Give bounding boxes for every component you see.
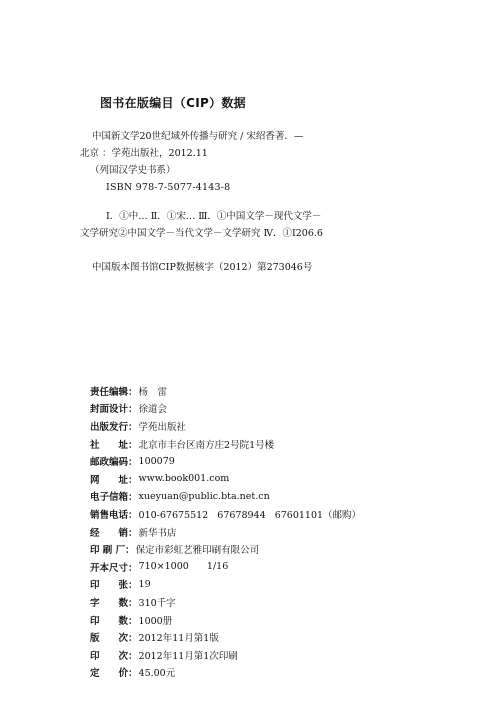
- cip-line-subjects-2: 文学研究②中国文学－当代文学－文学研究 Ⅳ．①I206.6: [80, 228, 323, 239]
- cip-line-isbn: ISBN 978-7-5077-4143-8: [106, 182, 231, 193]
- colophon-row-distribution: 出版发行 ： 学苑出版社: [90, 421, 187, 433]
- cip-line-publisher: 北京 ：学苑出版社，2012.11: [80, 148, 208, 159]
- cip-heading: 图书在版编目（CIP）数据: [100, 96, 246, 110]
- colophon-row-price: 定 价 ： 45.00元: [90, 668, 176, 680]
- colophon-row-word-count: 字 数 ： 310千字: [90, 597, 176, 609]
- cip-line-data-number: 中国版本图书馆CIP数据核字（2012）第273046号: [92, 262, 313, 273]
- colophon-row-edition: 版 次 ： 2012年11月第1版: [90, 633, 219, 645]
- colophon-row-address: 社 址 ： 北京市丰台区南方庄2号院1号楼: [90, 439, 275, 451]
- colophon-row-sheets: 印 张 ： 19: [90, 578, 151, 592]
- cip-line-subjects-1: Ⅰ．①中… Ⅱ．①宋… Ⅲ．①中国文学－现代文学－: [106, 211, 322, 222]
- colophon-row-email: 电子信箱 ： xueyuan@public.bta.net.cn: [90, 490, 270, 504]
- cip-line-title: 中国新文学20世纪域外传播与研究 / 宋绍香著．—: [92, 131, 304, 142]
- colophon-row-postcode: 邮政编码 ： 100079: [90, 455, 175, 469]
- colophon-row-editor: 责任编辑 ： 杨 雷: [90, 386, 168, 398]
- colophon-row-distributor: 经 销 ： 新华书店: [90, 527, 177, 539]
- colophon: [90, 382, 470, 681]
- colophon-row-printer: 印 刷 厂 ： 保定市彩虹艺雅印刷有限公司: [90, 545, 260, 557]
- colophon-row-cover-design: 封面设计 ： 徐道会: [90, 404, 168, 416]
- colophon-row-website: 网 址 ： www.book001.com: [90, 473, 230, 486]
- colophon-row-sales-phone: 销售电话 ： 010-67675512 67678944 67601101（邮购）: [90, 509, 362, 521]
- colophon-row-print-run: 印 数 ： 1000册: [90, 615, 173, 627]
- cip-line-series: （列国汉学史书系）: [90, 165, 176, 176]
- colophon-row-printing: 印 次 ： 2012年11月第1次印刷: [90, 650, 238, 662]
- colophon-row-format: 开本尺寸 ： 710×1000 1/16: [90, 561, 229, 574]
